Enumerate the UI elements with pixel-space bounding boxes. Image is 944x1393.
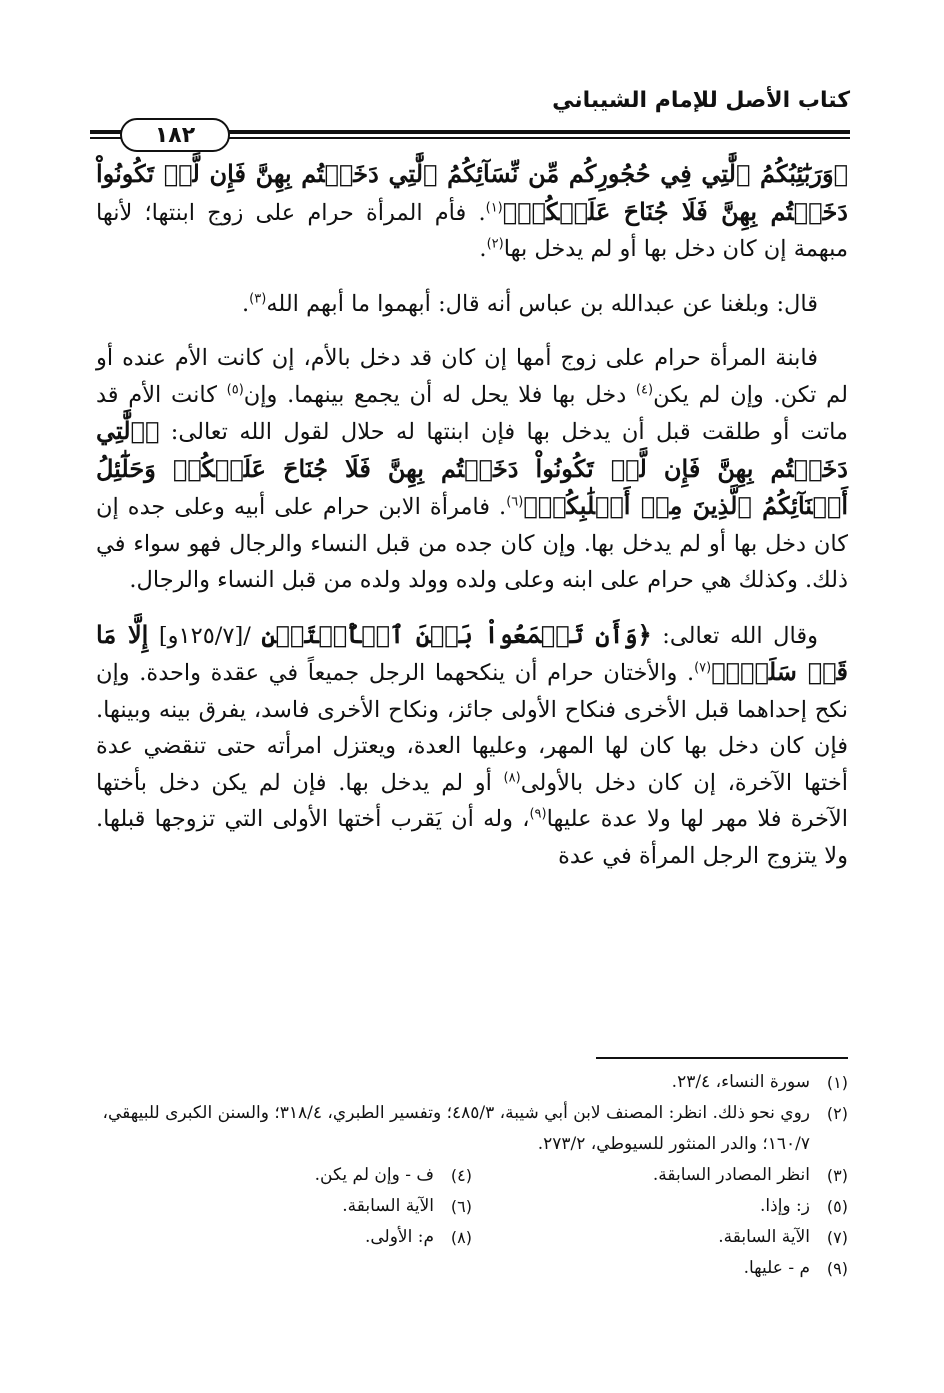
- main-text: [96, 156, 848, 892]
- footnote-text: روي نحو ذلك. انظر: المصنف لابن أبي شيبة، ٤٨٥/٣؛ وتفسير الطبري، ٣١٨/٤؛ والسنن الكبرى للبيهقي، ١٦٠/٧؛ والدر المنثور للسيوطي، ٢٧٣/٢.: [102, 1103, 810, 1154]
- footnote-text: ف - وإن لم يكن.: [314, 1165, 434, 1185]
- book-title: كتاب الأصل للإمام الشيباني: [552, 88, 850, 113]
- footnote-text: م: الأولى.: [364, 1227, 434, 1247]
- footnote-number: (٥): [826, 1197, 848, 1216]
- footnote-ref: (٢): [486, 236, 504, 252]
- paragraph-text: . فامرأة الابن حرام على أبيه وعلى جده إن كان دخل بها أو لم يدخل بها. وإن كان جده من قبل النساء والرجال فهو سواء في ذلك. وكذلك هي حرام على ابنه وعلى ولده وولد ولده من قبل النساء والرجال.: [96, 494, 848, 593]
- footnote-number: (٦): [450, 1197, 472, 1216]
- paragraph-4: [96, 617, 848, 875]
- paragraph-text: كانت الأم قد ماتت أو طلقت قبل أن يدخل بها فإن ابنتها له حلال لقول الله تعالى:: [96, 381, 848, 445]
- footnote-number: (٧): [826, 1228, 848, 1247]
- footnote-text: انظر المصادر السابقة.: [652, 1165, 810, 1185]
- footnote-5: [472, 1191, 848, 1222]
- page-number: ١٨٢: [120, 118, 230, 152]
- paragraph-2: [96, 286, 848, 323]
- footnote-number: (٣): [826, 1166, 848, 1185]
- footnote-text: الآية السابقة.: [718, 1227, 810, 1247]
- paragraph-text: وقال الله تعالى:: [651, 622, 819, 649]
- footnote-ref: (٤): [635, 382, 654, 397]
- header-rule: [90, 122, 850, 148]
- footnote-6: [96, 1191, 472, 1222]
- footnote-divider: [596, 1057, 848, 1059]
- footnote-number: (٤): [450, 1166, 472, 1185]
- footnote-8: [96, 1222, 472, 1253]
- footnote-ref: (١): [485, 200, 503, 215]
- paragraph-text: قال: وبلغنا عن عبدالله بن عباس أنه قال: أبهموا ما أبهم الله: [266, 290, 818, 317]
- footnote-1: [96, 1067, 848, 1098]
- footnote-number: (١): [826, 1073, 848, 1092]
- paragraph-text: دخل بها فلا يحل له أن يجمع بينهما. وإن: [243, 381, 636, 408]
- footnote-text: الآية السابقة.: [342, 1196, 434, 1216]
- footnote-9: [96, 1253, 848, 1284]
- footnote-row: [96, 1222, 848, 1253]
- footnote-text: م - عليها.: [743, 1258, 810, 1278]
- footnote-ref: (٥): [226, 382, 244, 397]
- quran-verse: ﴿ٱلَّٰتِي دَخَلۡتُم بِهِنَّ فَإِن لَّمۡ تَكُونُواْ دَخَلۡتُم بِهِنَّ فَلَا جُنَاحَ عَلَيۡكُمۡ وَحَلَٰٓئِلُ أَبۡنَآئِكُمُ ٱلَّذِينَ مِنۡ أَصۡلَٰبِكُمۡ﴾: [96, 416, 848, 520]
- footnote-ref: (٨): [503, 770, 521, 785]
- footnote-7: [472, 1222, 848, 1253]
- paragraph-text: . فأم المرأة حرام على زوج ابنتها؛ لأنها مبهمة إن كان دخل بها أو لم يدخل بها: [96, 199, 848, 262]
- paragraph-text: ، وله أن يَقرب أختها الأولى التي تزوجها قبلها. ولا يتزوج الرجل المرأة في عدة: [96, 806, 848, 869]
- paragraph-1: [96, 156, 848, 268]
- footnote-row: [96, 1191, 848, 1222]
- footnote-ref: (٣): [249, 291, 267, 306]
- paragraph-text: .: [479, 236, 487, 262]
- page-header: [90, 88, 850, 148]
- paragraph-text: . والأختان حرام أن ينكحهما الرجل جميعاً في عقدة واحدة. وإن نكح إحداهما قبل الأخرى فنكاح الأولى جائز، ونكاح الأخرى فاسد، يفرق بينه وبينها. فإن كان دخل بها كان لها المهر، وعليها العدة، ويعتزل امرأته حتى تنقضي عدة أختها الآخرة، إن كان دخل بالأولى: [96, 660, 848, 796]
- paragraph-text: فابنة المرأة حرام على زوج أمها إن كان قد دخل بالأم، إن كانت الأم عنده أو لم تكن. وإن لم يكن: [96, 345, 848, 408]
- quran-verse: ﴿وَرَبَٰٓئِبُكُمُ ٱلَّٰتِي فِي حُجُورِكُم مِّن نِّسَآئِكُمُ ٱلَّٰتِي دَخَلۡتُم بِهِنَّ فَإِن لَّمۡ تَكُونُواْ دَخَلۡتُم بِهِنَّ فَلَا جُنَاحَ عَلَيۡكُمۡ﴾: [96, 159, 848, 226]
- manuscript-reference: /[١٢٥/٧و]: [148, 622, 262, 649]
- footnote-number: (٩): [826, 1259, 848, 1278]
- paragraph-3: [96, 340, 848, 599]
- paragraph-text: أو لم يدخل بها. فإن لم يكن دخل بأختها الآخرة فلا مهر لها ولا عدة عليها: [96, 769, 848, 832]
- footnote-ref: (٩): [529, 806, 547, 822]
- footnote-text: ز: وإذا.: [760, 1196, 810, 1216]
- footnote-2: [96, 1098, 848, 1160]
- footnote-ref: (٧): [694, 660, 712, 676]
- footnote-number: (٢): [826, 1104, 848, 1123]
- paragraph-text: .: [242, 290, 250, 317]
- footnote-row: [96, 1160, 848, 1191]
- footnotes: [96, 1067, 848, 1284]
- quran-verse: ﴿وَأَن تَجۡمَعُواْ بَيۡنَ ٱلۡأُخۡتَيۡنِ: [261, 619, 652, 649]
- footnote-3: [472, 1160, 848, 1191]
- footnote-number: (٨): [450, 1228, 472, 1247]
- footnote-ref: (٦): [506, 494, 524, 510]
- footnote-text: سورة النساء، ٢٣/٤.: [671, 1072, 810, 1092]
- quran-verse: إِلَّا مَا قَدۡ سَلَفَۗ﴾: [96, 619, 848, 686]
- footnote-4: [96, 1160, 472, 1191]
